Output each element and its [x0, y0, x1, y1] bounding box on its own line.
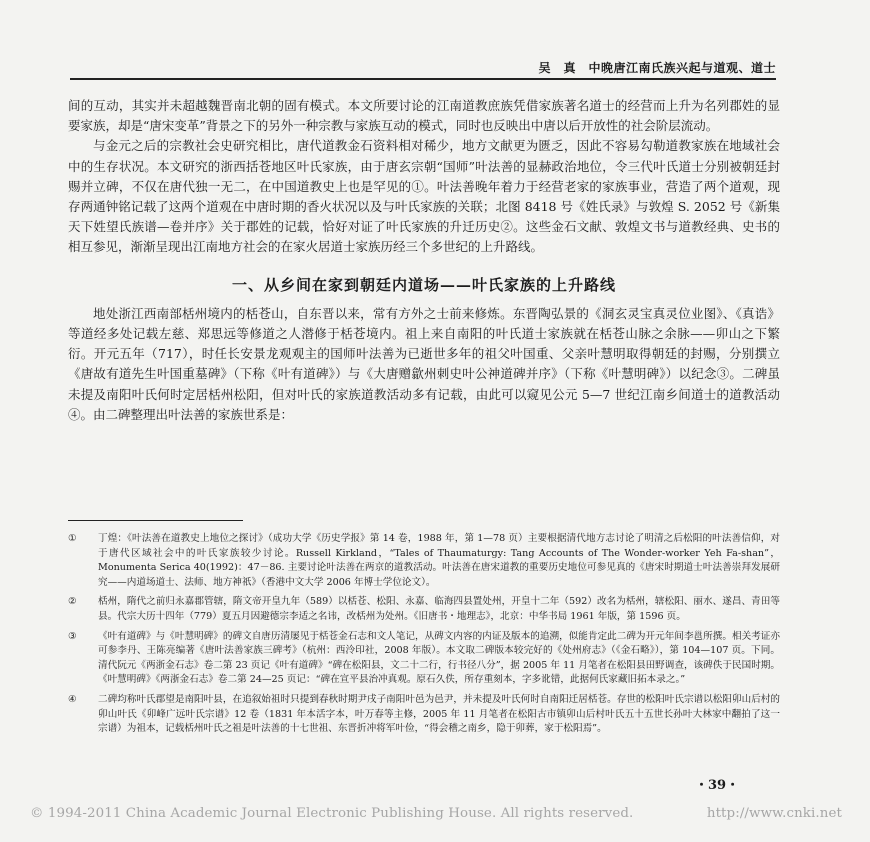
article-body [68, 96, 780, 425]
section-heading: 一、从乡间在家到朝廷内道场——叶氏家族的上升路线 [231, 275, 616, 294]
footnote-divider [68, 520, 243, 521]
footnote-number: ② [68, 596, 77, 608]
paragraph-2: 与金元之后的宗教社会史研究相比，唐代道教金石资料相对稀少，地方文献更为匮乏，因此不容易勾勒道教家族在地域社会中的生存状况。本文研究的浙西括苍地区叶氏家族，由于唐玄宗朝“国师”叶法善的显赫政治地位，令三代叶氏道士分别被朝廷封赐并立碑，不仅在唐代独一无二，在中国道教史上也是罕见的①。叶法善晚年着力于经营老家的家族事业，营造了两个道观，现存两通钟铭记载了这两个道观在中唐时期的香火状况以及与叶氏家族的关联；北图 8418 号《姓氏录》与敦煌 S. 2052 号《新集天下姓望氏族谱—卷并序》关于郡姓的记载，恰好对证了叶氏家族的升迁历史②。这些金石文献、敦煌文书与道教经典、史书的相互参见，渐渐呈现出江南地方社会的在家火居道士家族历经三个多世纪的上升路线。 [68, 138, 780, 255]
footnote-text: 栝州，隋代之前归永嘉郡管辖，隋文帝开皇九年（589）以栝苍、松阳、永嘉、临海四县置处州，开皇十二年（592）改名为栝州，辖松阳、丽水、遂昌、青田等县。代宗大历十四年（779）夏五月因避德宗李适之名讳，改栝州为处州。《旧唐书・地理志》，北京：中华书局 1961 年版，第 1596 页。 [98, 596, 780, 622]
running-header [70, 58, 776, 80]
running-header-text: 吴 真 中晚唐江南氏族兴起与道观、道士 [538, 61, 776, 75]
page-number: ・39・ [695, 778, 740, 793]
footnotes [68, 532, 780, 742]
footnote-1 [68, 532, 780, 590]
footnote-text: 《叶有道碑》与《叶慧明碑》的碑文自唐历清屡见于栝苍金石志和文人笔记，从碑文内容的内证及版本的追溯，似能肯定此二碑为开元年间李邕所撰。相关考证亦可参李丹、王陈亮编著《唐叶法善家族三碑考》（杭州：西泠印社，2008 年版）。本文取二碑版本较完好的《处州府志》（《金石略》），第 104—107 页。下同。清代阮元《两浙金石志》卷二第 23 页记《叶有道碑》“碑在松阳县，文二十二行，行书径八分”，据 2005 年 11 月笔者在松阳县田野调查，该碑佚于民国时期。《叶慧明碑》《两浙金石志》卷二第 24—25 页记：“碑在宣平县治冲真观。原石久佚，所存重刻本，字多讹错，此据何氏家藏旧拓本录之。” [98, 630, 780, 686]
footnote-number: ③ [68, 630, 77, 642]
copyright-watermark [30, 806, 842, 821]
paragraph-continued: 间的互动，其实并未超越魏晋南北朝的固有模式。本文所要讨论的江南道教庶族凭借家族著名道士的经营而上升为名列郡姓的显要家族，却是“唐宋变革”背景之下的另外一种宗教与家族互动的模式，同时也反映出中唐以后开放性的社会阶层流动。 [68, 98, 780, 134]
footnote-2 [68, 595, 780, 624]
footnote-text: 丁煌：《叶法善在道教史上地位之探讨》（成功大学《历史学报》第 14 卷，1988 年，第 1—78 页）主要根据清代地方志讨论了明清之后松阳的叶法善信仰，对于唐代区域社会中的叶氏家族较少讨论。Russell Kirkland，“Tales of Thaumaturgy: Tang Accounts of The Wonder-worker Yeh Fa-shan”，Monumenta Serica 40(1992)：47－86. 主要讨论叶法善在两京的道教活动。叶法善在唐宋道教的重要历史地位可参见真的《唐宋时期道士叶法善崇拜发展研究——内道场道士、法师、地方神祇》（香港中文大学 2006 年博士学位论文）。 [98, 533, 780, 588]
copyright-text: © 1994-2011 China Academic Journal Electronic Publishing House. All rights reserved. [30, 806, 634, 821]
footnote-number: ① [68, 533, 77, 544]
footnote-text: 二碑均称叶氏郡望是南阳叶县，在追叙始祖时只提到春秋时期尹戌子南阳叶邑为邑尹，并未提及叶氏何时自南阳迁居栝苍。存世的松阳叶氏宗谱以松阳卯山后村的卯山叶氏《卯峰广远叶氏宗谱》12 卷（1831 年本活字本，叶万春等主修，2005 年 11 月笔者在松阳古市镇卯山后村叶氏五十五世长孙叶大林家中翻拍了这一宗谱）为祖本，记载栝州叶氏之祖是叶法善的十七世祖、东晋折冲将军叶俭，“得会稽之南乡，隐于卯葬，家于松阳焉”。 [98, 693, 780, 735]
footnote-number: ④ [68, 693, 77, 705]
cnki-url: http://www.cnki.net [706, 806, 842, 821]
footnote-4 [68, 693, 780, 737]
footnote-3 [68, 630, 780, 688]
paragraph-3: 地处浙江西南部栝州境内的栝苍山，自东晋以来，常有方外之士前来修炼。东晋陶弘景的《洞玄灵宝真灵位业图》、《真诰》等道经多处记载左慈、郑思远等修道之人潜修于栝苍境内。祖上来自南阳的叶氏道士家族就在栝苍山脉之余脉——卯山之下繁衍。开元五年（717），时任长安景龙观观主的国师叶法善为已逝世多年的祖父叶国重、父亲叶慧明取得朝廷的封赐，分别撰立《唐故有道先生叶国重墓碑》（下称《叶有道碑》）与《大唐赠歙州刺史叶公神道碑并序》（下称《叶慧明碑》）以纪念③。二碑虽未提及南阳叶氏何时定居栝州松阳，但对叶氏的家族道教活动多有记载，由此可以窥见公元 5—7 世纪江南乡间道士的道教活动④。由二碑整理出叶法善的家族世系是： [68, 305, 780, 422]
